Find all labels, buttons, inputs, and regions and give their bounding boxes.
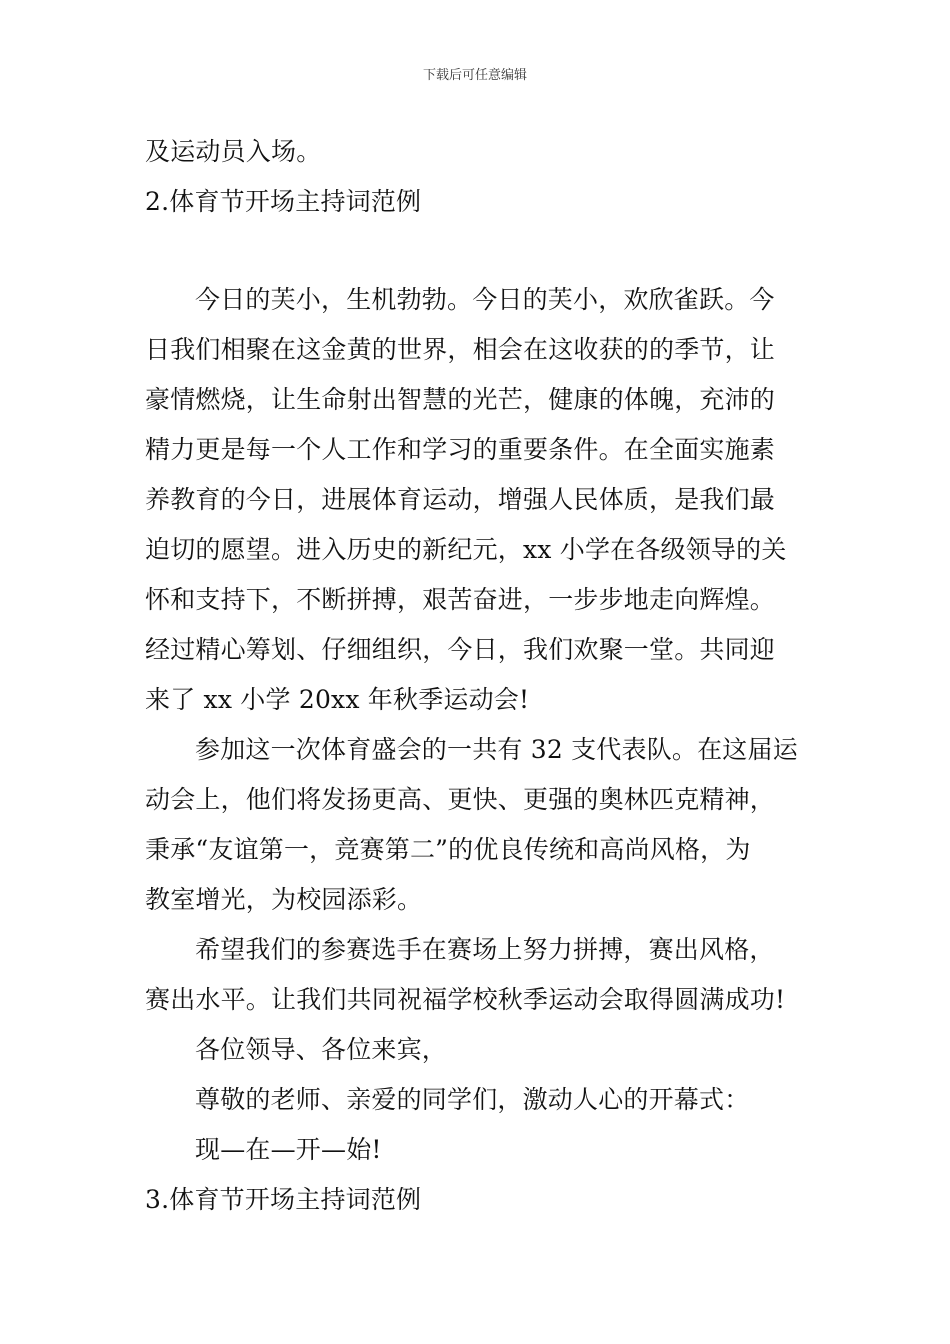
paragraph-line: 赛出水平。让我们共同祝福学校秋季运动会取得圆满成功!	[145, 985, 786, 1014]
paragraph-line: 来了 xx 小学 20xx 年秋季运动会!	[145, 685, 530, 714]
paragraph-line: 秉承“友谊第一，竞赛第二”的优良传统和高尚风格，为	[145, 835, 751, 864]
paragraph-line: 经过精心筹划、仔细组织，今日，我们欢聚一堂。共同迎	[145, 635, 776, 664]
paragraph-line: 现—在—开—始!	[195, 1135, 382, 1164]
paragraph-line: 动会上，他们将发扬更高、更快、更强的奥林匹克精神，	[145, 785, 776, 814]
paragraph-line: 今日的芙小，生机勃勃。今日的芙小，欢欣雀跃。今	[195, 285, 775, 314]
page-header: 下载后可任意编辑	[422, 68, 527, 83]
paragraph-line: 怀和支持下，不断拼搏，艰苦奋进，一步步地走向辉煌。	[145, 585, 776, 614]
document-body	[145, 127, 815, 1225]
paragraph-line: 教室增光，为校园添彩。	[145, 885, 423, 914]
paragraph-line: 豪情燃烧，让生命射出智慧的光芒，健康的体魄，充沛的	[145, 385, 776, 414]
text-line: 及运动员入场。	[145, 137, 322, 166]
paragraph-line: 希望我们的参赛选手在赛场上努力拼搏，赛出风格，	[195, 935, 775, 964]
paragraph-gap	[145, 227, 815, 275]
paragraph-line: 迫切的愿望。进入历史的新纪元，xx 小学在各级领导的关	[145, 535, 787, 564]
paragraph-line: 精力更是每一个人工作和学习的重要条件。在全面实施素	[145, 435, 776, 464]
paragraph-line: 参加这一次体育盛会的一共有 32 支代表队。在这届运	[195, 735, 798, 764]
paragraph-line: 尊敬的老师、亲爱的同学们，激动人心的开幕式：	[195, 1085, 750, 1114]
paragraph-line: 日我们相聚在这金黄的世界，相会在这收获的的季节，让	[145, 335, 776, 364]
section-heading: 3.体育节开场主持词范例	[145, 1185, 422, 1214]
section-heading: 2.体育节开场主持词范例	[145, 187, 422, 216]
paragraph-line: 养教育的今日，进展体育运动，增强人民体质，是我们最	[145, 485, 776, 514]
paragraph-line: 各位领导、各位来宾，	[195, 1035, 448, 1064]
